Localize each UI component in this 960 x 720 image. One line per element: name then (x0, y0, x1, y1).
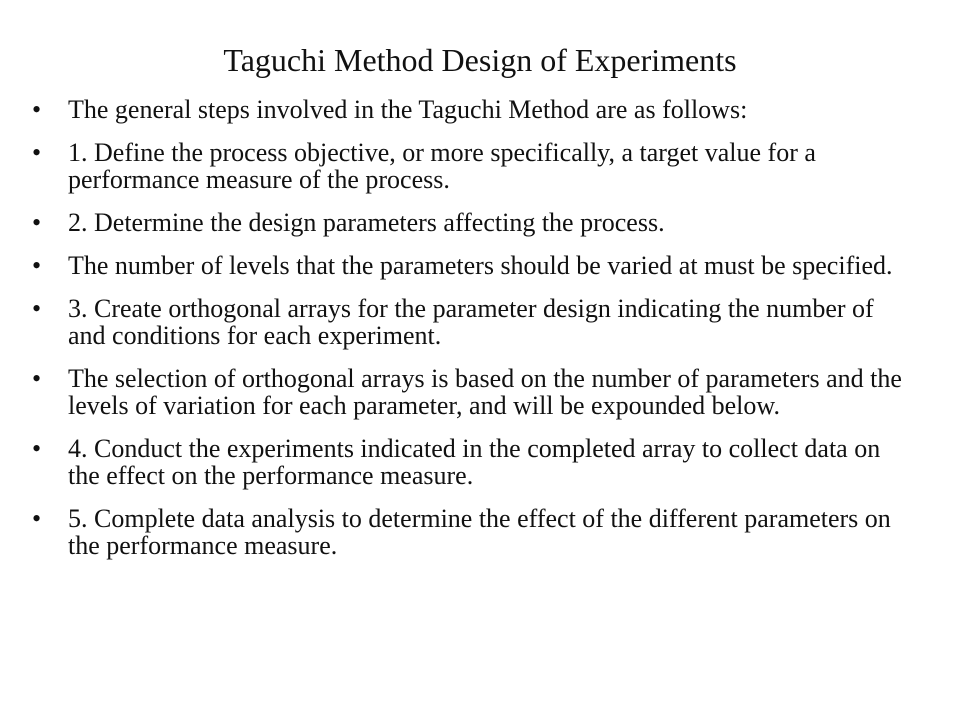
list-item (30, 209, 910, 236)
list-item (30, 295, 910, 349)
bullet-icon: • (32, 95, 42, 124)
bullet-icon: • (32, 294, 42, 323)
bullet-text: The number of levels that the parameters should be varied at must be specified. (68, 251, 893, 280)
bullet-text: 2. Determine the design parameters affecting the process. (68, 208, 665, 237)
list-item (30, 435, 910, 489)
slide-title: Taguchi Method Design of Experiments (223, 42, 737, 78)
bullet-text: 3. Create orthogonal arrays for the parameter design indicating the number of and conditions for each experiment. (68, 294, 874, 350)
bullet-icon: • (32, 434, 42, 463)
bullet-icon: • (32, 208, 42, 237)
list-item (30, 252, 910, 279)
bullet-text: 4. Conduct the experiments indicated in the completed array to collect data on the effect on the performance measure. (68, 434, 881, 490)
list-item (30, 365, 910, 419)
list-item (30, 505, 910, 559)
bullet-icon: • (32, 251, 42, 280)
bullet-icon: • (32, 138, 42, 167)
bullet-icon: • (32, 364, 42, 393)
list-item (30, 96, 910, 123)
bullet-text: 1. Define the process objective, or more specifically, a target value for a performance measure of the process. (68, 138, 816, 194)
bullet-list (30, 96, 910, 575)
bullet-text: The general steps involved in the Taguchi Method are as follows: (68, 95, 748, 124)
bullet-icon: • (32, 504, 42, 533)
bullet-text: The selection of orthogonal arrays is based on the number of parameters and the levels of variation for each parameter, and will be expounded below. (68, 364, 902, 420)
list-item (30, 139, 910, 193)
bullet-text: 5. Complete data analysis to determine the effect of the different parameters on the performance measure. (68, 504, 891, 560)
